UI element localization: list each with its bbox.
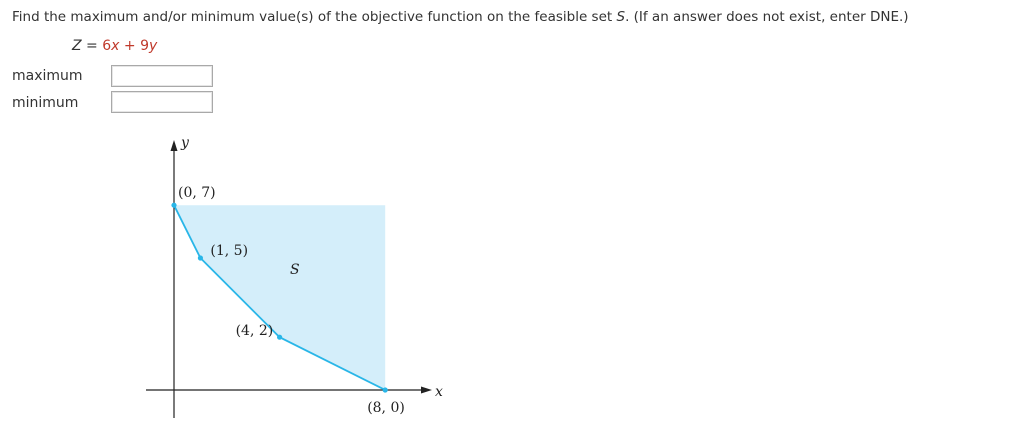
term1-variable: x <box>111 38 120 54</box>
vertex-label: (0, 7) <box>178 185 216 202</box>
vertex-point <box>171 203 176 208</box>
minimum-label: minimum <box>12 95 79 111</box>
objective-equals: = <box>81 38 103 54</box>
y-axis-arrow-icon <box>171 140 178 151</box>
term2-coefficient: 9 <box>140 38 150 54</box>
x-axis-arrow-icon <box>421 387 432 394</box>
prompt-set-name: S <box>616 9 626 25</box>
vertex-point <box>198 255 203 260</box>
term1-coefficient: 6 <box>102 38 112 54</box>
x-axis-label: x <box>435 384 443 400</box>
vertex-label: (1, 5) <box>210 243 249 259</box>
vertex-point <box>383 387 388 392</box>
region-label: S <box>290 262 300 278</box>
prompt-text-before: Find the maximum and/or minimum value(s) of the objective function on the feasible set <box>12 9 617 25</box>
maximum-label: maximum <box>12 68 83 84</box>
vertex-point <box>277 335 282 340</box>
objective-plus: + <box>119 38 141 54</box>
vertex-label: (8, 0) <box>367 400 405 416</box>
prompt-text-after: . (If an answer does not exist, enter DNE.) <box>625 9 909 25</box>
vertex-label: (4, 2) <box>235 323 274 340</box>
term2-variable: y <box>149 38 158 54</box>
y-axis-label: y <box>181 135 189 151</box>
feasible-region <box>174 205 385 390</box>
objective-lhs: Z <box>72 38 82 54</box>
